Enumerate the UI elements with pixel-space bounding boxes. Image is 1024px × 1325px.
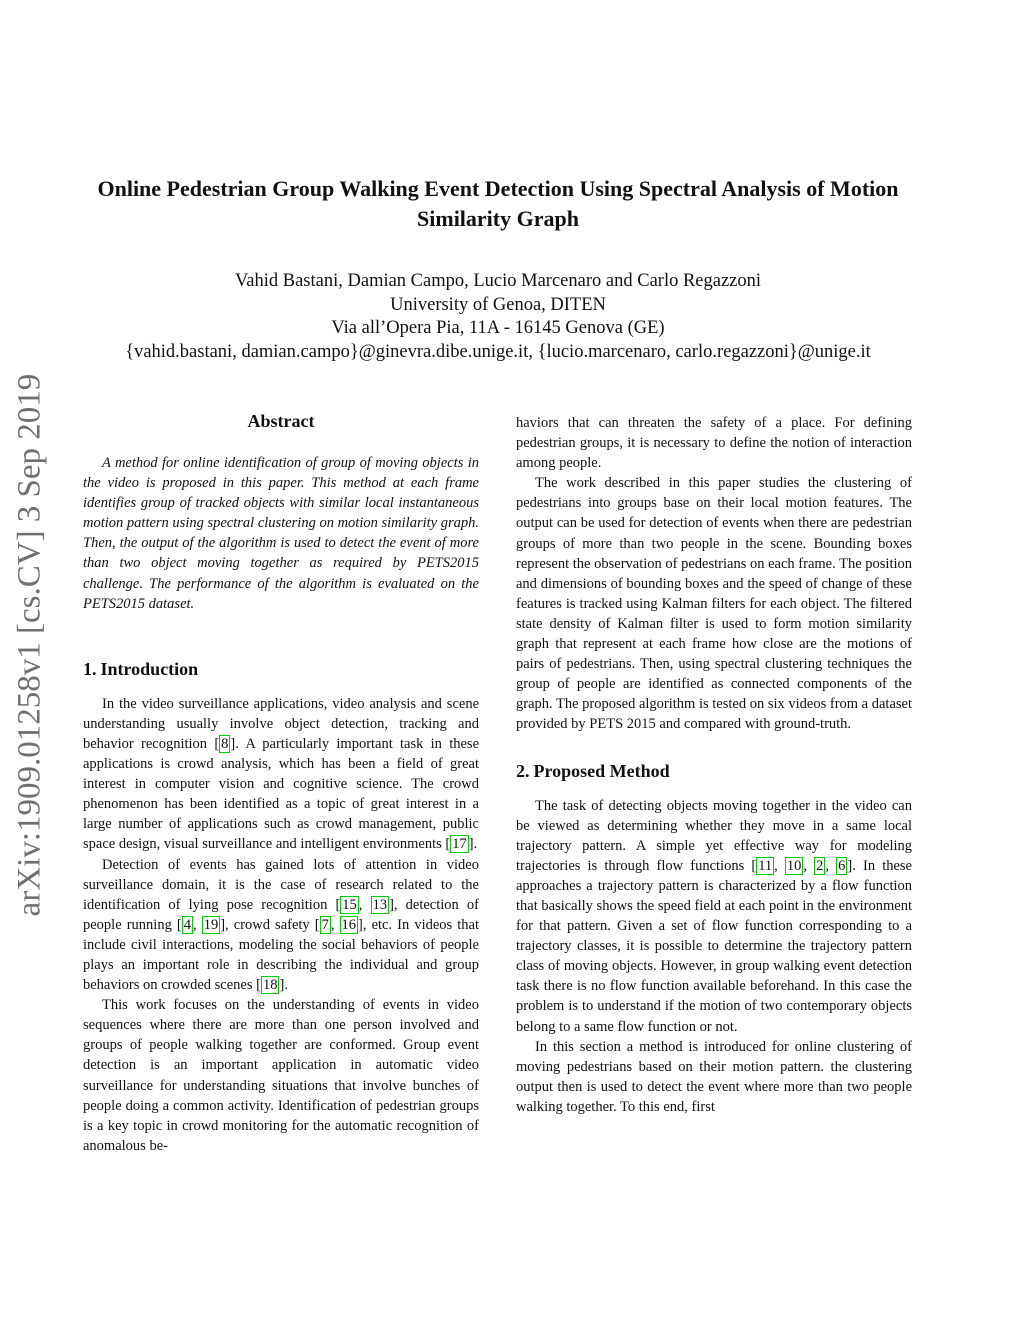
citation-link[interactable]: 11 — [758, 857, 773, 874]
abstract-text: A method for online identification of group of moving objects in the video is proposed in this paper. This method at each frame identifies group of tracked objects with similar local instantaneous motion pattern using spectral clustering on motion similarity graph. Then, the output of the algorithm is used to detect the event of more than two object moving together as required by PETS2015 challenge. The performance of the algorithm is evaluated on the PETS2015 dataset. — [83, 455, 479, 612]
intro-paragraph-3: This work focuses on the understanding of events in video sequences where there are more than one person involved and groups of people walking together are conformed. Group event detection is an important application in automatic video surveillance for understanding situations that involve bunches of people doing a common activity. Identification of pedestrian groups is a key topic in crowd monitoring for the automatic recognition of anomalous be- — [83, 997, 479, 1154]
arxiv-stamp-text: arXiv:1909.01258v1 [cs.CV] 3 Sep 2019 — [11, 373, 48, 917]
intro-paragraph-4: The work described in this paper studies the clustering of pedestrians into groups base on their local motion features. The output can be used for detection of events when there are pedestrian groups of more than two people in the scene. Bounding boxes represent the observation of pedestrians on each frame. The position and dimensions of bounding boxes and the speed of change of these features is tracked using Kalman filters for each object. The filtered state density of Kalman filter is used to form motion similarity graph that represent at each frame how close are the motions of pairs of pedestrians. Then, using spectral clustering techniques the group of people are identified as connected components of the graph. The proposed algorithm is tested on six videos from a dataset provided by PETS 2015 and compared with ground-truth. — [516, 475, 912, 733]
citation-link[interactable]: 4 — [183, 916, 191, 933]
citation-link[interactable]: 7 — [321, 916, 329, 933]
citation-link[interactable]: 13 — [372, 896, 388, 913]
intro-number: 1. — [83, 658, 97, 679]
intro-heading — [83, 658, 479, 680]
paper-title: Online Pedestrian Group Walking Event Detection Using Spectral Analysis of Motion Similarity Graph — [97, 176, 899, 231]
citation-link[interactable]: 2 — [816, 857, 824, 874]
intro-continuation: haviors that can threaten the safety of a place. For defining pedestrian groups, it is necessary to define the notion of interaction among people. — [516, 415, 912, 472]
left-column — [83, 410, 479, 1156]
method-paragraph-2: In this section a method is introduced for online clustering of moving pedestrians based on their motion pattern. the clustering output then is used to detect the event where more than two people walking together. To this end, first — [516, 1038, 912, 1115]
intro-title: Introduction — [100, 658, 199, 679]
citation-link[interactable]: 10 — [786, 857, 802, 874]
citation-link[interactable]: 17 — [452, 836, 467, 853]
author-affiliation: University of Genoa, DITEN — [390, 294, 606, 315]
method-heading — [516, 760, 912, 782]
intro-paragraph-2: Detection of events has gained lots of attention in video surveillance domain, it is the case of research related to the identification of lying pose recognition [ 15 , 13 ], detection of people running [ 4 , 19 ], crowd safety [ 7 , 16 ], etc. In videos that include civil interactions, modeling the social behaviors of people plays an important role in describing the individual and group behaviors on crowded scenes [ 18 ]. — [83, 856, 480, 994]
author-emails: {vahid.bastani, damian.campo}@ginevra.dibe.unige.it, {lucio.marcenaro, carlo.regazzoni}@unige.it — [125, 341, 871, 362]
method-number: 2. — [516, 760, 530, 781]
citation-link[interactable]: 8 — [221, 735, 229, 752]
intro-paragraph-1: In the video surveillance applications, video analysis and scene understanding usually involve object detection, tracking and behavior recognition [ 8 ]. A particularly important task in these applications is crowd analysis, which has been a field of great interest in computer vision and cognitive science. The crowd phenomenon has been identified as a topic of great interest in a large number of applications such as crowd management, public space design, visual surveillance and intelligent environments [ 17 ]. — [83, 695, 479, 853]
abstract-heading: Abstract — [247, 411, 315, 431]
method-title: Proposed Method — [533, 760, 670, 781]
citation-link[interactable]: 16 — [341, 916, 357, 933]
author-names: Vahid Bastani, Damian Campo, Lucio Marcenaro and Carlo Regazzoni — [234, 271, 762, 291]
citation-link[interactable]: 15 — [342, 896, 357, 913]
author-address: Via all’Opera Pia, 11A - 16145 Genova (GE) — [331, 318, 665, 338]
right-column — [516, 413, 912, 1117]
author-block — [60, 270, 936, 364]
citation-link[interactable]: 18 — [262, 977, 278, 994]
arxiv-stamp — [10, 360, 50, 930]
citation-link[interactable]: 19 — [203, 916, 219, 933]
method-paragraph-1: The task of detecting objects moving together in the video can be viewed as determining whether they move in a same local trajectory pattern. A simple yet effective way for modeling trajectories is through flow functions [ 11 , 10 , 2 , 6 ]. In these approaches a trajectory pattern is characterized by a flow function that basically shows the speed field at each point in the environment for that pattern. Given a set of flow function corresponding to a trajectory classes, it is possible to determine the trajectory pattern class of moving objects. However, in group walking event detection task there is no flow function available beforehand. In this case the problem is to understand if the motion of two contemporary objects belong to a same flow function or not. — [516, 797, 912, 1035]
citation-link[interactable]: 6 — [838, 857, 846, 874]
